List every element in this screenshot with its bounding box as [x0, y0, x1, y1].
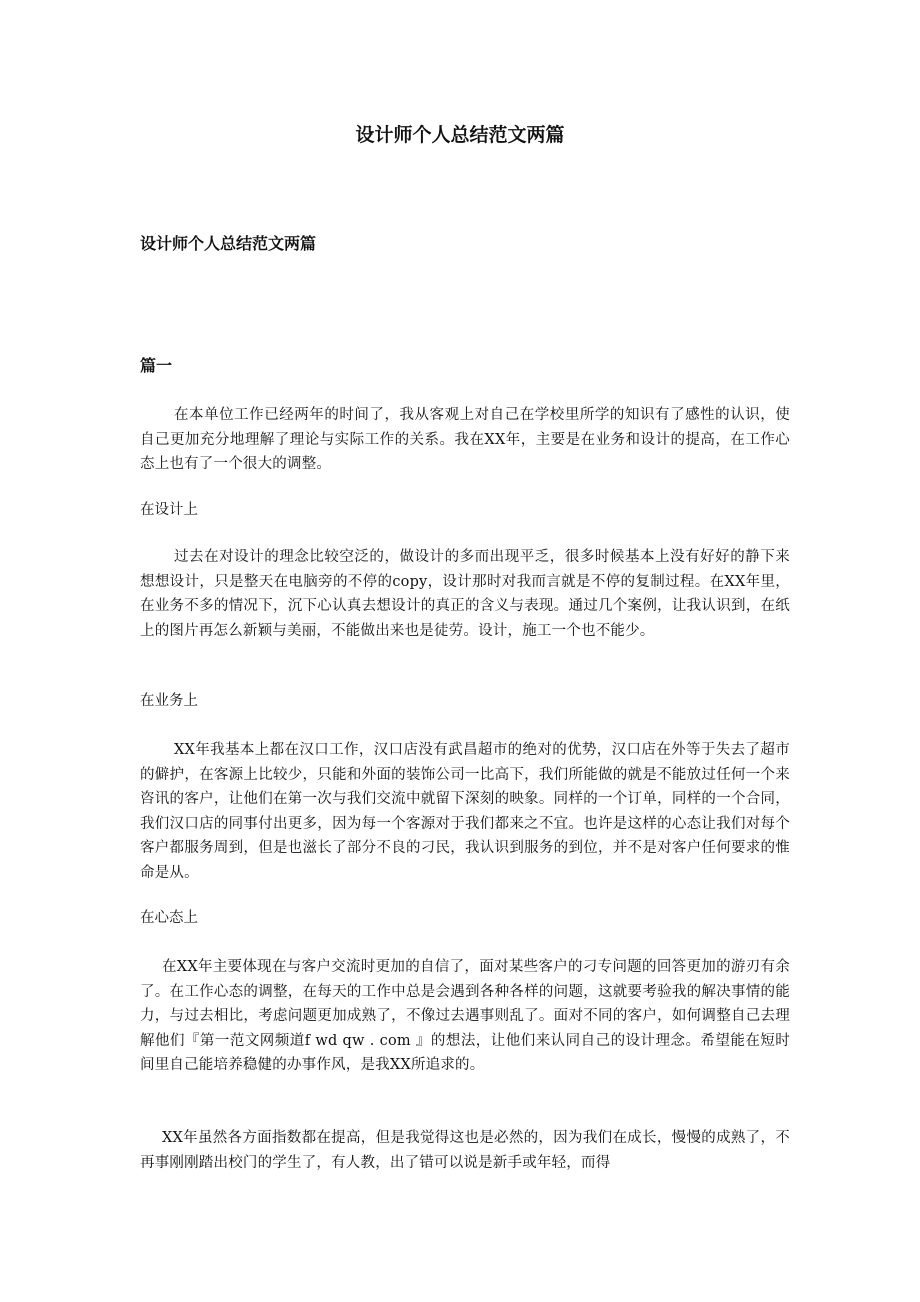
business-paragraph: XX年我基本上都在汉口工作，汉口店没有武昌超市的绝对的优势，汉口店在外等于失去了超市的僻护，在客源上比较少，只能和外面的装饰公司一比高下，我们所能做的就是不能放过任何一个来咨讯的客户，让他们在第一次与我们交流中就留下深刻的映象。同样的一个订单，同样的一个合同，我们汉口店的同事付出更多，因为每一个客源对于我们都来之不宜。也许是这样的心态让我们对每个客户都服务周到，但是也滋长了部分不良的刁民，我认识到服务的到位，并不是对客户任何要求的惟命是从。	[140, 742, 790, 881]
section-label-part-one: 篇一	[140, 356, 173, 375]
intro-paragraph: 在本单位工作已经两年的时间了，我从客观上对自己在学校里所学的知识有了感性的认识，使自己更加充分地理解了理论与实际工作的关系。我在XX年，主要是在业务和设计的提高，在工作心态上也有了一个很大的调整。	[140, 407, 790, 472]
heading-mindset: 在心态上	[140, 910, 198, 926]
mindset-paragraph: 在XX年主要体现在与客户交流时更加的自信了，面对某些客户的刁专问题的回答更加的游刃有余了。在工作心态的调整，在每天的工作中总是会遇到各种各样的问题，这就要考验我的解决事情的能力，与过去相比，考虑问题更加成熟了，不像过去遇事则乱了。面对不同的客户，如何调整自己去理解他们『第一范文网频道f wd qw . com 』的想法，让他们来认同自己的设计理念。希望能在短时间里自己能培养稳健的办事作风，是我XX所追求的。	[140, 959, 790, 1073]
heading-design: 在设计上	[140, 502, 198, 518]
document-subtitle: 设计师个人总结范文两篇	[140, 234, 317, 253]
closing-paragraph: XX年虽然各方面指数都在提高，但是我觉得这也是必然的，因为我们在成长，慢慢的成熟了，不再事刚刚踏出校门的学生了，有人教，出了错可以说是新手或年轻，而得	[140, 1130, 790, 1171]
heading-business: 在业务上	[140, 693, 198, 709]
document-title: 设计师个人总结范文两篇	[355, 124, 565, 146]
design-paragraph: 过去在对设计的理念比较空泛的，做设计的多而出现平乏，很多时候基本上没有好好的静下来想想设计，只是整天在电脑旁的不停的copy，设计那时对我而言就是不停的复制过程。在XX年里，在业务不多的情况下，沉下心认真去想设计的真正的含义与表现。通过几个案例，让我认识到，在纸上的图片再怎么新颖与美丽，不能做出来也是徒劳。设计，施工一个也不能少。	[140, 549, 790, 639]
